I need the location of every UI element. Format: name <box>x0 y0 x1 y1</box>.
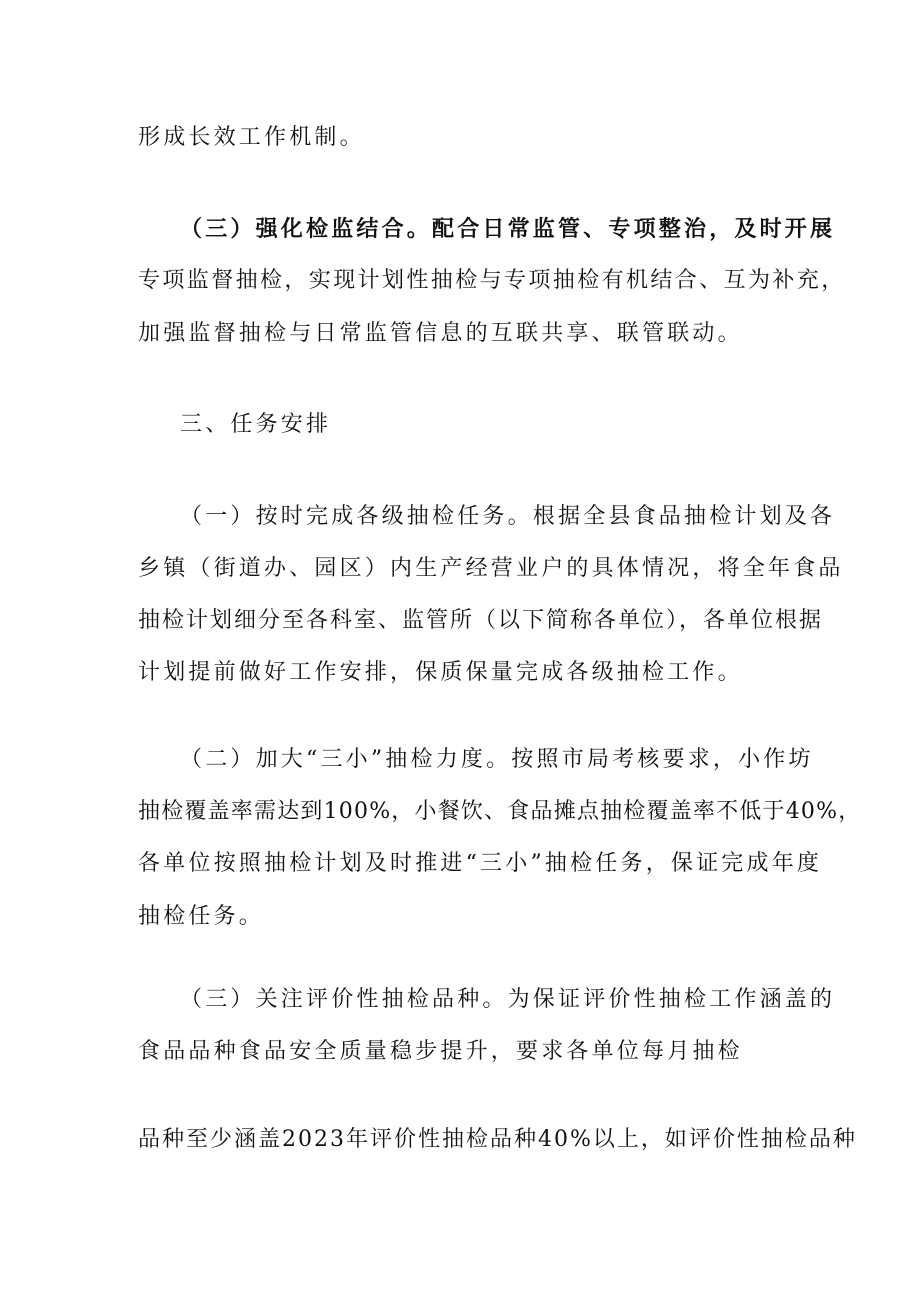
paragraph-line: （二）加大“三小”抽检力度。按照市局考核要求，小作坊 <box>180 747 814 772</box>
paragraph-line: 抽检计划细分至各科室、监管所（以下简称各单位），各单位根据 <box>138 608 824 633</box>
paragraph-line: 专项监督抽检，实现计划性抽检与专项抽检有机结合、互为补充， <box>138 268 846 293</box>
paragraph-line: 计划提前做好工作安排，保质保量完成各级抽检工作。 <box>138 660 743 685</box>
paragraph-line: 抽检任务。 <box>138 904 265 929</box>
paragraph-line: 乡镇（街道办、园区）内生产经营业户的具体情况，将全年食品 <box>138 556 844 581</box>
section-heading: 三、任务安排 <box>180 412 332 437</box>
paragraph-line: 品种至少涵盖2023年评价性抽检品种40%以上，如评价性抽检品种 <box>138 1127 857 1152</box>
paragraph-line: 食品品种食品安全质量稳步提升，要求各单位每月抽检 <box>138 1039 743 1064</box>
paragraph-line: 各单位按照抽检计划及时推进“三小”抽检任务，保证完成年度 <box>138 851 823 876</box>
paragraph-line: 加强监督抽检与日常监管信息的互联共享、联管联动。 <box>138 321 743 346</box>
paragraph-line: （三）强化检监结合。配合日常监管、专项整治，及时开展 <box>180 216 836 242</box>
paragraph-line: （一）按时完成各级抽检任务。根据全县食品抽检计划及各 <box>180 504 836 529</box>
paragraph-line: （三）关注评价性抽检品种。为保证评价性抽检工作涵盖的 <box>180 987 836 1012</box>
paragraph-line: 抽检覆盖率需达到100%，小餐饮、食品摊点抽检覆盖率不低于40%， <box>138 799 862 824</box>
paragraph-line: 形成长效工作机制。 <box>138 125 365 150</box>
